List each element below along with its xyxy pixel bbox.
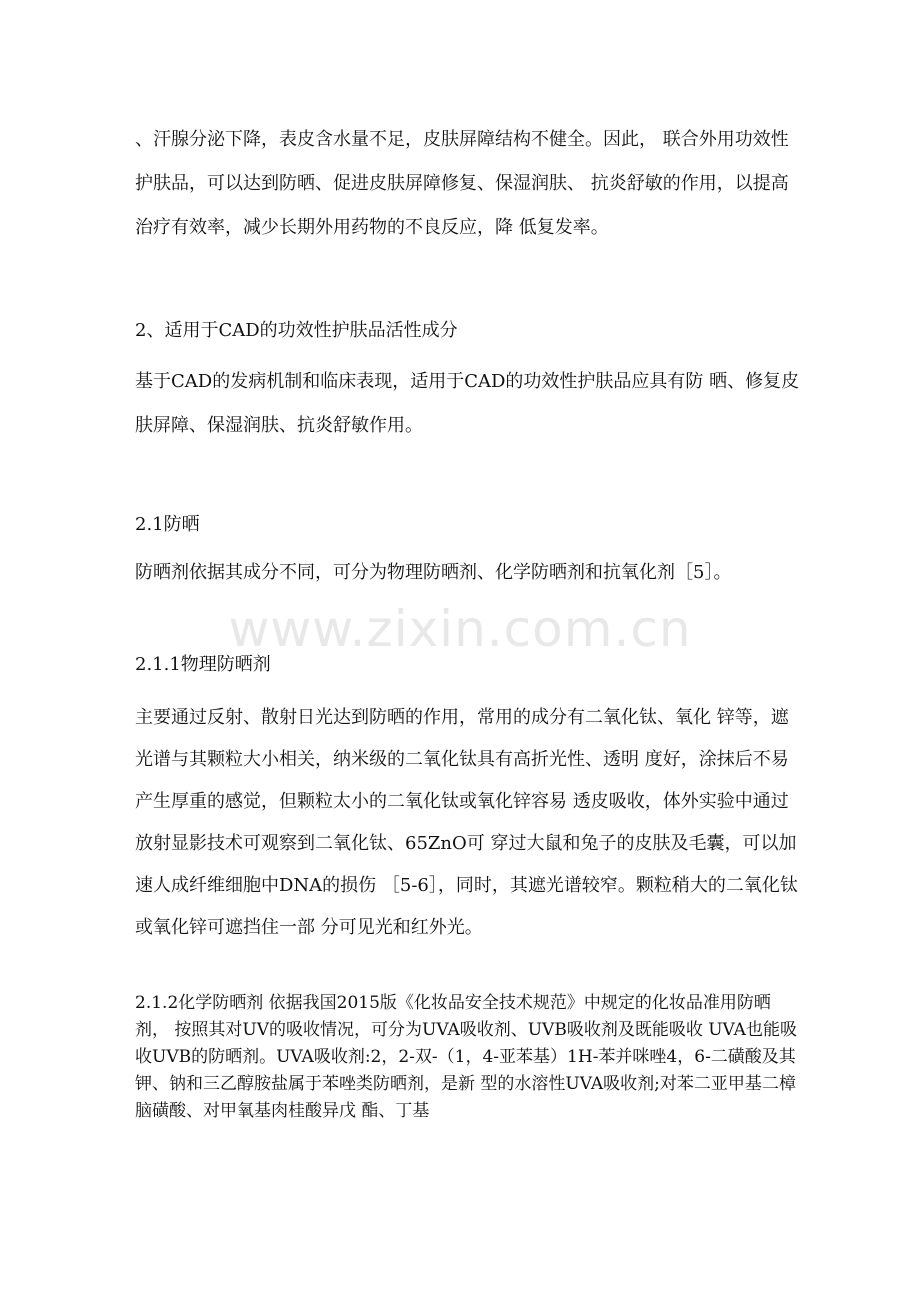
paragraph-physical-sunscreen: 主要通过反射、散射日光达到防晒的作用，常用的成分有二氧化钛、氧化 锌等，遮光谱与其颗粒大小相关，纳米级的二氧化钛具有高折光性、透明 度好，涂抹后不易产生厚重的感觉，但颗粒太小的二氧化钛或氧化锌容易 透皮吸收，体外实验中通过放射显影技术可观察到二氧化钛、65ZnO可 穿过大鼠和兔子的皮肤及毛囊，可以加速人成纤维细胞中DNA的损伤 ［5-6］，同时，其遮光谱较窄。颗粒稍大的二氧化钛或氧化锌可遮挡住一部 分可见光和红外光。: [135, 707, 798, 938]
section-heading-2-1-1: 2.1.1物理防晒剂: [135, 654, 271, 675]
paragraph-section-2: 基于CAD的发病机制和临床表现，适用于CAD的功效性护肤品应具有防 晒、修复皮肤屏障、保湿润肤、抗炎舒敏作用。: [135, 371, 800, 436]
watermark: www.zixin.com.cn: [228, 600, 692, 658]
paragraph-intro-continued: 、汗腺分泌下降，表皮含水量不足，皮肤屏障结构不健全。因此， 联合外用功效性护肤品，可以达到防晒、促进皮肤屏障修复、保湿润肤、 抗炎舒敏的作用，以提高治疗有效率，减少长期外用药物的不良反应，降 低复发率。: [135, 129, 789, 238]
paragraph-sunscreen-types: 防晒剂依据其成分不同，可分为物理防晒剂、化学防晒剂和抗氧化剂［5］。: [135, 562, 732, 583]
paragraph-chemical-sunscreen: 2.1.2化学防晒剂 依据我国2015版《化妆品安全技术规范》中规定的化妆品准用防晒剂， 按照其对UV的吸收情况，可分为UVA吸收剂、UVB吸收剂及既能吸收 UVA也能吸收UVB的防晒剂。UVA吸收剂:2，2-双-（1，4-亚苯基）1H-苯并咪唑4，6-二磺酸及其钾、钠和三乙醇胺盐属于苯唑类防晒剂，是新 型的水溶性UVA吸收剂;对苯二亚甲基二樟脑磺酸、对甲氧基肉桂酸异戊 酯、丁基: [135, 993, 797, 1121]
section-heading-2: 2、适用于CAD的功效性护肤品活性成分: [135, 320, 458, 341]
section-heading-2-1: 2.1防晒: [135, 514, 200, 535]
